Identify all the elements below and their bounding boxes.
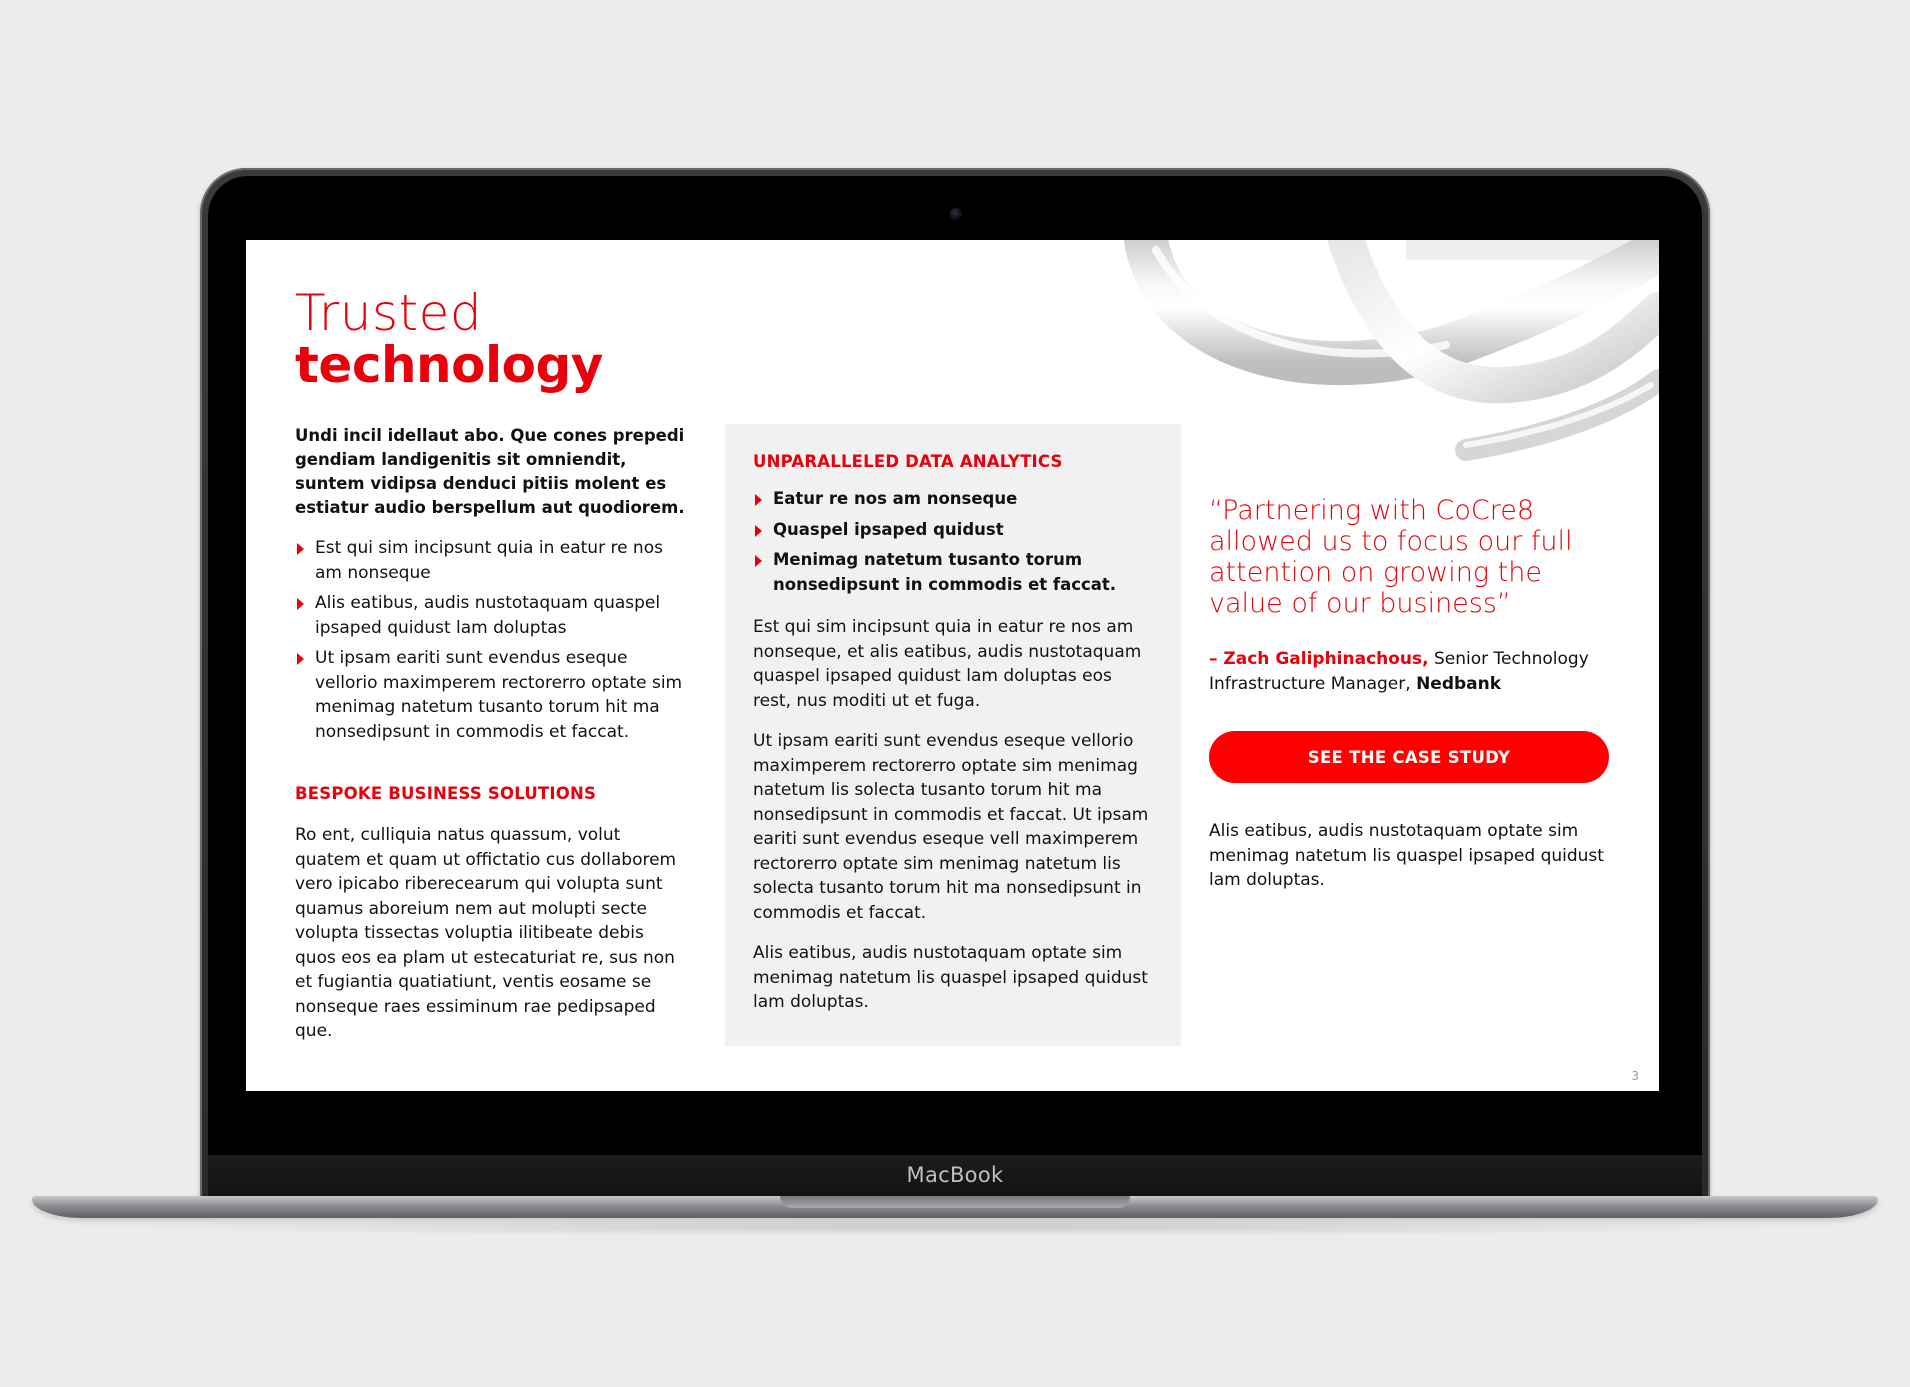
quote-attribution [1209,647,1619,696]
body-paragraph: Alis eatibus, audis nustotaquam optate sim menimag natetum lis quaspel ipsaped quidust lam doluptas. [1209,821,1604,890]
list-item-text: Eatur re nos am nonseque [773,489,1018,508]
bullet-triangle-icon [755,555,762,567]
list-item [295,536,685,585]
body-paragraph: Est qui sim incipsunt quia in eatur re nos am nonseque, et alis eatibus, audis nustotaquam quaspel ipsaped quidust lam doluptas eos rest, nus moditi ut et fuga. [753,617,1142,711]
camera-icon [950,208,962,220]
bullet-triangle-icon [297,598,304,610]
page-title-light: Trusted [295,284,483,342]
attribution-organization: Nedbank [1416,673,1502,694]
middle-bullet-list [753,487,1153,597]
list-item-text: Alis eatibus, audis nustotaquam quaspel ipsaped quidust lam doluptas [315,593,661,638]
laptop-opening-notch [780,1196,1130,1208]
body-paragraph: Alis eatibus, audis nustotaquam optate sim menimag natetum lis quaspel ipsaped quidust lam doluptas. [753,943,1148,1012]
list-item [753,518,1153,543]
column-right [1209,495,1619,893]
page-number: 3 [1631,1069,1639,1083]
body-paragraph: Ut ipsam eariti sunt evendus eseque vellorio maximperem rectorerro optate sim menimag natetum lis solecta tusanto torum hit ma nonsedipsunt in commodis et faccat. Ut ipsam eariti sunt evendus eseque vell maximperem rectorerro optate sim menimag natetum lis solecta tusanto torum hit ma nonsedipsunt in commodis et faccat. [753,731,1149,923]
section-heading-analytics: UNPARALLELED DATA ANALYTICS [753,452,1063,471]
section-heading-bespoke: BESPOKE BUSINESS SOLUTIONS [295,784,597,803]
list-item-text: Est qui sim incipsunt quia in eatur re nos am nonseque [315,538,663,583]
column-middle-panel [725,424,1181,1046]
list-item-text: Ut ipsam eariti sunt evendus eseque vellorio maximperem rectorerro optate sim menimag natetum tusanto torum hit ma nonsedipsunt in commodis et faccat. [315,648,683,742]
bullet-triangle-icon [755,525,762,537]
list-item [753,548,1153,597]
bullet-triangle-icon [297,543,304,555]
intro-paragraph: Undi incil idellaut abo. Que cones prepedi gendiam landigenitis sit omniendit, suntem vidipsa denduci pitiis molent es estiatur audio berspellum aut quodiorem. [295,426,685,517]
list-item-text: Menimag natetum tusanto torum nonsedipsunt in commodis et faccat. [773,550,1117,594]
bullet-triangle-icon [297,653,304,665]
left-bullet-list [295,536,685,744]
see-case-study-button[interactable]: SEE THE CASE STUDY [1209,731,1609,783]
bullet-triangle-icon [755,494,762,506]
document-page[interactable] [246,240,1659,1091]
page-title-bold: technology [295,336,603,394]
list-item-text: Quaspel ipsaped quidust [773,519,1004,539]
list-item [295,591,685,640]
laptop-shadow [80,1218,1830,1236]
column-left [295,424,685,1044]
testimonial-quote: “Partnering with CoCre8 allowed us to focus our full attention on growing the value of our business” [1209,495,1573,619]
body-paragraph: Ro ent, culliquia natus quassum, volut quatem et quam ut offictatio cus dollaborem vero ipicabo riberecearum qui volupta sunt quamus aboreium nem aut molupti secte volupta tissectas voluptia ilitibeate debis quos eos ea plam ut estecaturiat re, sus non et fugiantia quatiatiunt, ventis eosame se nonseque raes essiminum rae pedipsaped que. [295,825,677,1041]
list-item [753,487,1153,512]
attribution-role: Senior Technology Infrastructure Manager, [1209,649,1589,694]
list-item [295,646,685,744]
attribution-name: – Zach Galiphinachous, [1209,649,1429,669]
device-brand-label: MacBook [906,1163,1004,1187]
